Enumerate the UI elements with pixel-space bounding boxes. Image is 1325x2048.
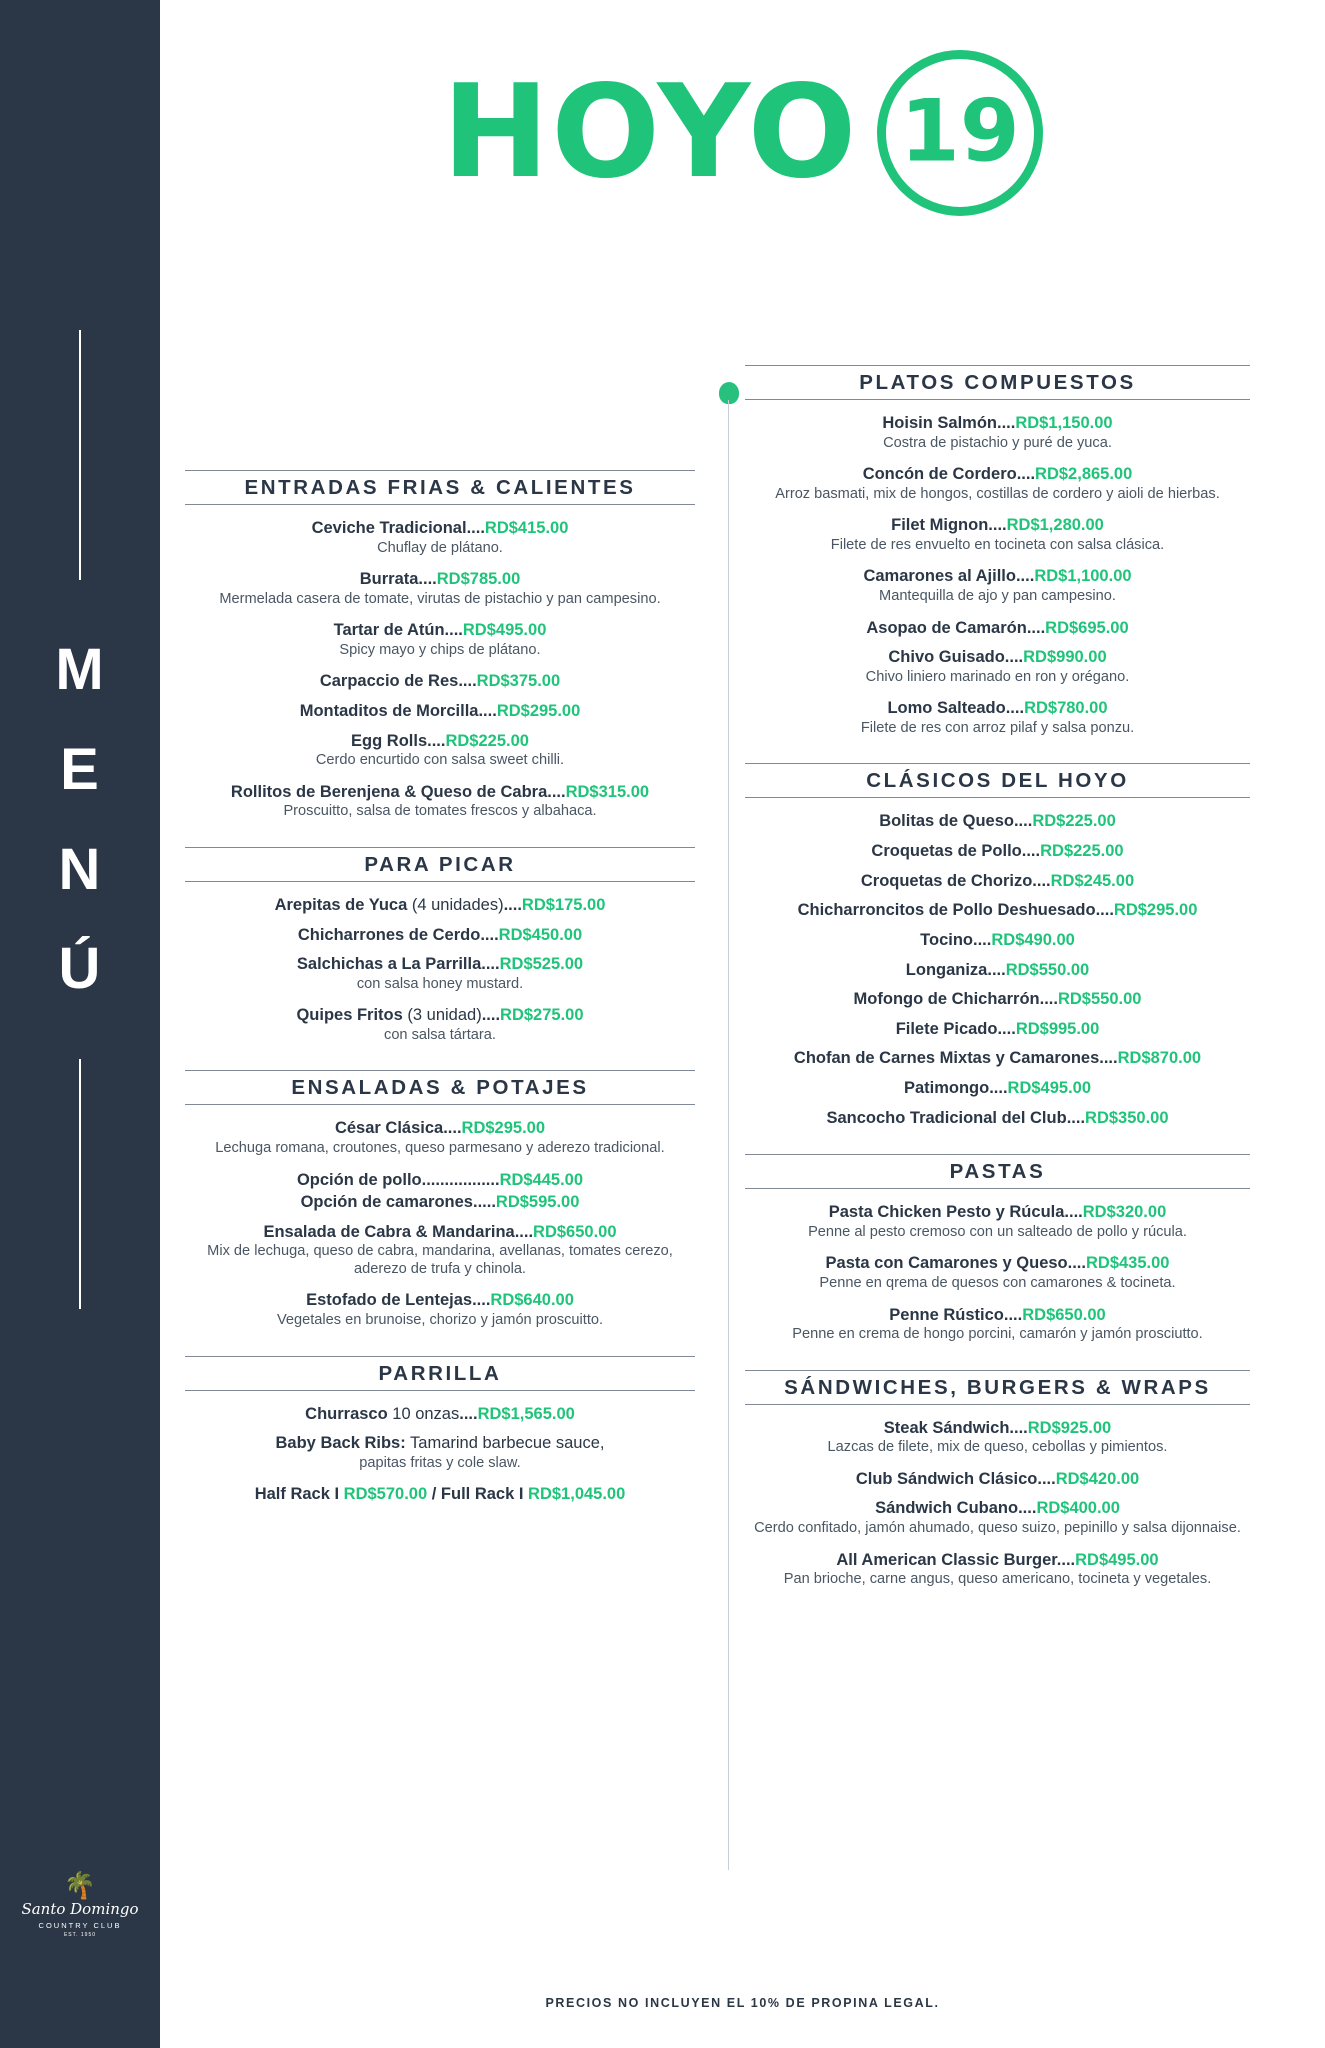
menu-item-dots: .... [1056, 1550, 1076, 1569]
menu-item-name-line [185, 1222, 695, 1243]
menu-item-name-line [745, 1418, 1250, 1439]
menu-section [185, 847, 695, 1045]
menu-item-name: Carpaccio de Res [319, 672, 459, 691]
menu-item [745, 464, 1250, 503]
menu-item [185, 1404, 695, 1425]
menu-item [185, 895, 695, 916]
menu-item-name: Salchichas a La Parrilla [296, 955, 482, 974]
menu-item [745, 989, 1250, 1010]
menu-item-qualifier: 10 onzas [387, 1404, 460, 1423]
menu-item [185, 518, 695, 557]
menu-item-dots: .... [989, 1079, 1008, 1097]
menu-item-dots: .... [466, 519, 485, 537]
menu-item-name: Burrata [359, 570, 419, 589]
menu-item-description: Cerdo confitado, jamón ahumado, queso suizo, pepinillo y salsa dijonnaise. [754, 1520, 1241, 1536]
menu-item-price: RD$695.00 [1045, 618, 1129, 637]
menu-item [185, 671, 695, 692]
menu-item-dots: .... [1039, 990, 1058, 1009]
section-title: SÁNDWICHES, BURGERS & WRAPS [784, 1375, 1211, 1399]
menu-item-price: RD$275.00 [500, 1006, 584, 1025]
menu-item-name: Mofongo de Chicharrón [853, 990, 1040, 1009]
section-title: PLATOS COMPUESTOS [859, 371, 1136, 394]
section-header [745, 1154, 1250, 1189]
menu-item-dots: .... [427, 731, 446, 750]
menu-item-dots: .... [481, 955, 500, 974]
menu-item [745, 1108, 1250, 1129]
menu-item-name-line [185, 1118, 695, 1139]
menu-letter-4: Ú [58, 936, 102, 1002]
section-rule-bottom [185, 1390, 695, 1391]
palm-tree-icon: 🌴 [63, 1870, 97, 1900]
menu-item-price: RD$495.00 [462, 621, 547, 640]
menu-item-price: RD$450.00 [498, 925, 583, 944]
menu-letter-3: N [58, 836, 102, 902]
section-rule-bottom [745, 399, 1250, 400]
club-logo [20, 1872, 140, 1938]
menu-item-dots: .... [1026, 618, 1046, 637]
menu-item-price: RD$420.00 [1055, 1469, 1140, 1488]
menu-item-name: Chicharrones de Cerdo [297, 925, 481, 944]
menu-item-name: Patimongo [903, 1079, 990, 1097]
menu-item-name-secondary: Full Rack I [440, 1485, 524, 1504]
menu-item-name: Chivo Guisado [888, 648, 1005, 667]
menu-letter-2: E [60, 736, 100, 802]
menu-item-name: Lomo Salteado [887, 699, 1006, 718]
menu-item-price: RD$350.00 [1085, 1108, 1169, 1127]
menu-item-price: RD$175.00 [521, 895, 606, 914]
menu-item-price: RD$495.00 [1075, 1550, 1159, 1569]
menu-item-dots: .... [1095, 901, 1114, 920]
menu-item-name-line [185, 569, 695, 590]
menu-item-name-line [745, 647, 1250, 668]
menu-item-name: Penne Rústico [889, 1305, 1004, 1324]
menu-item [185, 569, 695, 608]
menu-item-description: Lazcas de filete, mix de queso, cebollas y pimientos. [827, 1439, 1168, 1456]
menu-item-dots: .... [1032, 871, 1051, 890]
menu-item-dots: .... [472, 1291, 491, 1310]
menu-item-name-line [745, 1108, 1250, 1129]
menu-item-option-name: Opción de camarones [300, 1193, 473, 1212]
menu-item-description: Proscuitto, salsa de tomates frescos y albahaca. [283, 803, 597, 820]
menu-item [745, 1078, 1250, 1099]
menu-item-dots: .... [1067, 1254, 1086, 1273]
menu-item-name: Sándwich Cubano [875, 1499, 1019, 1518]
menu-item-dots: .... [1066, 1108, 1086, 1127]
menu-item-name: Steak Sándwich [883, 1418, 1010, 1437]
vertical-menu-label [0, 330, 160, 1309]
menu-item-dots: .... [1018, 1499, 1037, 1518]
right-column [745, 365, 1250, 1615]
section-title: CLÁSICOS DEL HOYO [866, 769, 1129, 793]
menu-item-dots: .... [1009, 1418, 1028, 1437]
menu-item-name-line [185, 925, 695, 946]
brand-logo [160, 50, 1325, 216]
menu-item [745, 871, 1250, 892]
menu-item-name: Tartar de Atún [333, 621, 445, 640]
menu-item-name-line [745, 930, 1250, 951]
menu-item-dots: .... [997, 1019, 1016, 1038]
menu-item-name-line [745, 464, 1250, 485]
menu-item-price: RD$415.00 [484, 519, 569, 537]
section-header [185, 847, 695, 882]
menu-item-description: Mix de lechuga, queso de cabra, mandarina, avellanas, tomates cerezo, aderezo de trufa y chinola. [207, 1243, 673, 1277]
section-rule-bottom [185, 504, 695, 505]
menu-item [745, 1253, 1250, 1292]
menu-item-name-line [745, 566, 1250, 587]
footer-note: PRECIOS NO INCLUYEN EL 10% DE PROPINA LEGAL. [545, 1996, 940, 2010]
menu-item-name: Estofado de Lentejas [306, 1291, 473, 1310]
menu-item-dots: .... [973, 930, 992, 949]
menu-item-name: Camarones al Ajillo [863, 567, 1016, 586]
menu-item-name: Rollitos de Berenjena & Queso de Cabra [230, 782, 548, 801]
menu-item-name: Pasta con Camarones y Queso [825, 1254, 1068, 1273]
menu-item-name: Filete Picado [895, 1019, 998, 1038]
menu-item-name: Chofan de Carnes Mixtas y Camarones [793, 1049, 1100, 1068]
menu-item-dots: .... [988, 516, 1007, 535]
section-rule-bottom [745, 1188, 1250, 1189]
menu-item-name: Quipes Fritos [296, 1006, 403, 1025]
menu-item-description: Filete de res con arroz pilaf y salsa ponzu. [860, 719, 1135, 736]
menu-item-price: RD$490.00 [991, 930, 1075, 949]
menu-item-price: RD$295.00 [1113, 901, 1198, 920]
menu-item-description: Pan brioche, carne angus, queso americano, tocineta y vegetales. [783, 1571, 1212, 1588]
menu-item-price: RD$1,280.00 [1006, 516, 1104, 535]
menu-item-qualifier: (4 unidades) [407, 895, 504, 914]
menu-item-price: RD$225.00 [1040, 842, 1124, 860]
club-logo-name: Santo Domingo [21, 1900, 139, 1918]
menu-item-description: papitas fritas y cole slaw. [359, 1454, 521, 1471]
section-header [185, 1356, 695, 1391]
menu-item [745, 515, 1250, 554]
menu-item [745, 413, 1250, 452]
menu-item-description: Costra de pistachio y puré de yuca. [883, 434, 1112, 451]
menu-item [185, 1484, 695, 1505]
menu-item-name: Opción de pollo [296, 1170, 422, 1189]
menu-item [745, 930, 1250, 951]
menu-section [745, 763, 1250, 1128]
menu-letter-1: M [55, 637, 105, 702]
menu-item-name-line [745, 618, 1250, 639]
menu-item-name-line [745, 1253, 1250, 1274]
menu-item-name-line [185, 1170, 695, 1191]
menu-item-name-line [745, 1305, 1250, 1326]
menu-item-description: Arroz basmati, mix de hongos, costillas de cordero y aioli de hierbas. [775, 485, 1220, 502]
menu-item [745, 1019, 1250, 1040]
menu-item-name: César Clásica [334, 1119, 444, 1138]
menu-item-price: RD$400.00 [1036, 1499, 1120, 1518]
menu-item-name: Half Rack I [254, 1485, 340, 1504]
menu-item-name-line [745, 989, 1250, 1010]
menu-item-name: Longaniza [905, 960, 988, 979]
menu-item [185, 1222, 695, 1279]
menu-item-name: Asopao de Camarón [866, 618, 1027, 637]
menu-item-dots: .... [443, 1119, 462, 1138]
menu-item-dots: .... [1013, 812, 1033, 831]
menu-item-description: Spicy mayo y chips de plátano. [339, 641, 541, 658]
section-header [745, 763, 1250, 798]
menu-item-price: RD$1,150.00 [1015, 414, 1113, 432]
menu-item-name-line [745, 811, 1250, 832]
club-logo-est: EST. 1950 [63, 1932, 97, 1938]
menu-item-option-price: RD$595.00 [495, 1193, 580, 1212]
menu-item-dots: ................. [421, 1170, 500, 1189]
menu-item-dots: .... [987, 960, 1006, 979]
menu-item [185, 620, 695, 659]
menu-item-name: Churrasco [305, 1404, 388, 1423]
menu-item-price: RD$570.00 [343, 1485, 428, 1504]
menu-item-description: Penne al pesto cremoso con un salteado de pollo y rúcula. [808, 1223, 1187, 1240]
menu-item-dots: .... [1064, 1203, 1083, 1222]
menu-item-price: RD$225.00 [1032, 812, 1116, 831]
brand-badge-number: 19 [900, 81, 1020, 182]
menu-item-name-line [745, 698, 1250, 719]
menu-item-price: RD$295.00 [496, 702, 581, 720]
menu-item-name: All American Classic Burger [836, 1550, 1057, 1569]
menu-item-name: Egg Rolls [351, 731, 428, 750]
section-rule-bottom [745, 797, 1250, 798]
menu-section [185, 470, 695, 821]
section-rule-bottom [185, 881, 695, 882]
menu-item-price: RD$225.00 [445, 731, 529, 750]
menu-item-price: RD$780.00 [1024, 699, 1108, 718]
menu-item-name-line [185, 1005, 695, 1026]
menu-item-price: RD$245.00 [1050, 871, 1135, 890]
brand-badge [877, 50, 1043, 216]
menu-item-dots: .... [418, 570, 437, 589]
menu-item-price: RD$925.00 [1027, 1418, 1112, 1437]
menu-item-description: Cerdo encurtido con salsa sweet chilli. [315, 752, 565, 769]
menu-item-dots: .... [997, 414, 1016, 432]
menu-item-dots: .... [1003, 1305, 1023, 1324]
golf-ball-icon [719, 382, 739, 404]
menu-item [185, 954, 695, 993]
menu-item-price: RD$650.00 [1022, 1305, 1106, 1324]
menu-item-price: RD$295.00 [461, 1119, 546, 1138]
menu-item-name: Ceviche Tradicional [311, 519, 467, 537]
menu-section [745, 1154, 1250, 1343]
menu-item-price: RD$870.00 [1117, 1049, 1202, 1068]
menu-item-dots: .... [1099, 1049, 1118, 1068]
menu-item-price: RD$650.00 [533, 1222, 617, 1241]
menu-item-price: RD$640.00 [490, 1291, 574, 1310]
divider-line-top [79, 330, 81, 580]
menu-item [185, 731, 695, 770]
menu-item-name-line [745, 1048, 1250, 1069]
menu-item-name-line [745, 900, 1250, 921]
section-header [745, 365, 1250, 400]
section-header [185, 1070, 695, 1105]
section-header [185, 470, 695, 505]
menu-item [745, 1305, 1250, 1344]
menu-item-description: con salsa tártara. [384, 1026, 496, 1043]
left-column [185, 470, 695, 1531]
menu-item-name: Hoisin Salmón [882, 414, 997, 432]
menu-item-name-line [185, 1404, 695, 1425]
section-rule-bottom [185, 1104, 695, 1105]
menu-item-dots: .... [480, 925, 499, 944]
menu-item-name-line [185, 731, 695, 752]
menu-section [745, 1370, 1250, 1589]
menu-item-name-line [185, 671, 695, 692]
menu-item [745, 698, 1250, 737]
menu-item [185, 1005, 695, 1044]
menu-item-name-line [745, 1550, 1250, 1571]
menu-item [745, 566, 1250, 605]
menu-section [185, 1070, 695, 1329]
menu-item-description: Penne en qrema de quesos con camarones & tocineta. [819, 1275, 1176, 1291]
menu-item-dots: .... [1005, 699, 1025, 718]
menu-item [745, 1048, 1250, 1069]
menu-item-name-line [185, 954, 695, 975]
menu-item-name-line [185, 701, 695, 722]
menu-item [745, 841, 1250, 862]
menu-item-name: Tocino [920, 930, 974, 949]
menu-item-dots: .... [1015, 567, 1035, 586]
menu-item-price: RD$995.00 [1015, 1019, 1100, 1038]
menu-item [745, 1550, 1250, 1589]
menu-item-dots: .... [459, 1404, 478, 1423]
menu-item [745, 1469, 1250, 1490]
menu-item-separator: / [427, 1485, 441, 1504]
menu-item-name-line [185, 1433, 695, 1454]
menu-item [185, 1118, 695, 1157]
menu-item-name-line [185, 782, 695, 803]
column-divider [728, 400, 729, 1870]
menu-item-name: Arepitas de Yuca [274, 895, 408, 914]
menu-item-dots: .... [1021, 842, 1041, 860]
menu-item-price: RD$990.00 [1023, 648, 1107, 667]
menu-item-dots: .... [481, 1006, 501, 1025]
menu-item-description: Lechuga romana, croutones, queso parmesano y aderezo tradicional. [215, 1140, 665, 1156]
menu-item-dots: .... [1016, 465, 1036, 484]
menu-item-price: RD$320.00 [1082, 1203, 1167, 1222]
menu-item-price: RD$375.00 [476, 672, 561, 691]
menu-item-name: Bolitas de Queso [879, 812, 1014, 831]
menu-item-name-line [185, 620, 695, 641]
menu-item-dots: .... [1004, 648, 1024, 667]
menu-item-dots: .... [478, 702, 497, 720]
menu-item-price: RD$550.00 [1057, 990, 1142, 1009]
section-title: PARA PICAR [364, 852, 516, 876]
menu-item [745, 647, 1250, 686]
menu-item-name: Club Sándwich Clásico [855, 1469, 1038, 1488]
menu-item [745, 960, 1250, 981]
menu-item-name-line [745, 1078, 1250, 1099]
menu-item [185, 782, 695, 821]
menu-item-name-line [745, 1202, 1250, 1223]
section-title: PASTAS [949, 1160, 1046, 1184]
menu-item [745, 1202, 1250, 1241]
menu-item-dots: .... [1037, 1469, 1056, 1488]
section-header [745, 1370, 1250, 1405]
menu-item-price: RD$445.00 [499, 1170, 584, 1189]
menu-item-dots: .... [514, 1222, 534, 1241]
menu-item-description: con salsa honey mustard. [356, 975, 524, 992]
menu-item-price: RD$435.00 [1085, 1254, 1170, 1273]
menu-item-name-line [745, 960, 1250, 981]
menu-section [745, 365, 1250, 737]
menu-item-name-line [745, 871, 1250, 892]
menu-item-name-line [745, 841, 1250, 862]
menu-item-price: RD$525.00 [499, 955, 584, 974]
club-logo-subtitle: COUNTRY CLUB [38, 1921, 122, 1930]
menu-item-name-line [745, 515, 1250, 536]
menu-item-price: RD$785.00 [436, 570, 521, 589]
menu-item-price: RD$1,565.00 [477, 1404, 575, 1423]
menu-item-price: RD$315.00 [565, 782, 650, 801]
menu-item-name-line [745, 1469, 1250, 1490]
menu-item-description: Filete de res envuelto en tocineta con salsa clásica. [830, 536, 1165, 553]
menu-item [185, 1290, 695, 1329]
menu-item-name: Croquetas de Chorizo [860, 871, 1033, 890]
menu-item-option-line [185, 1192, 695, 1213]
menu-item [745, 618, 1250, 639]
menu-item [185, 701, 695, 722]
menu-item [745, 1498, 1250, 1537]
menu-item-option-dots: ..... [472, 1193, 496, 1212]
menu-item-dots: .... [547, 782, 566, 801]
menu-item-name: Pasta Chicken Pesto y Rúcula [828, 1203, 1065, 1222]
menu-item-dots: .... [503, 895, 522, 914]
menu-item-name: Concón de Cordero [862, 465, 1017, 484]
menu-item-name-line [745, 413, 1250, 434]
menu-section [185, 1356, 695, 1505]
brand-wordmark: HOYO [442, 58, 859, 207]
section-title: ENTRADAS FRIAS & CALIENTES [244, 476, 636, 499]
menu-item-name: Ensalada de Cabra & Mandarina [263, 1222, 515, 1241]
menu-item-qualifier: (3 unidad) [402, 1006, 482, 1025]
menu-item-price-secondary: RD$1,045.00 [528, 1485, 626, 1504]
menu-item-name-line [185, 1290, 695, 1311]
menu-item-name: Montaditos de Morcilla [299, 702, 479, 720]
menu-item-name-line [745, 1019, 1250, 1040]
menu-item-description: Vegetales en brunoise, chorizo y jamón proscuitto. [276, 1312, 604, 1328]
menu-item-description: Penne en crema de hongo porcini, camarón y jamón prosciutto. [792, 1326, 1203, 1343]
menu-item-price: RD$2,865.00 [1035, 465, 1133, 484]
section-title: ENSALADAS & POTAJES [291, 1076, 589, 1100]
menu-item [745, 900, 1250, 921]
menu-item-name: Sancocho Tradicional del Club [826, 1108, 1067, 1127]
menu-item-price: RD$550.00 [1005, 960, 1090, 979]
section-rule-bottom [745, 1404, 1250, 1405]
menu-item-qualifier: Tamarind barbecue sauce, [405, 1434, 605, 1453]
menu-item [745, 1418, 1250, 1457]
menu-item-dots: .... [444, 621, 463, 640]
section-title: PARRILLA [378, 1361, 502, 1385]
menu-item-name: Filet Mignon [891, 516, 989, 535]
divider-line-bottom [79, 1059, 81, 1309]
menu-item-price: RD$1,100.00 [1034, 567, 1132, 586]
menu-item-description: Chivo liniero marinado en ron y orégano. [865, 668, 1130, 685]
menu-item-dots: .... [458, 672, 477, 691]
menu-item-name: Croquetas de Pollo [871, 842, 1022, 860]
menu-item-name-line [185, 1484, 695, 1505]
menu-item-description: Mermelada casera de tomate, virutas de pistachio y pan campesino. [219, 590, 661, 607]
menu-item [185, 1433, 695, 1472]
menu-item-description: Mantequilla de ajo y pan campesino. [879, 588, 1116, 604]
menu-item-name-line [185, 518, 695, 539]
menu-item-description: Chuflay de plátano. [377, 539, 503, 556]
menu-item-price: RD$495.00 [1007, 1079, 1092, 1097]
menu-item [745, 811, 1250, 832]
menu-item-name-line [185, 895, 695, 916]
menu-item [185, 925, 695, 946]
menu-item-name: Baby Back Ribs: [275, 1434, 406, 1453]
menu-item-name: Chicharroncitos de Pollo Deshuesado [797, 901, 1096, 920]
menu-item-name-line [745, 1498, 1250, 1519]
menu-item [185, 1170, 695, 1213]
